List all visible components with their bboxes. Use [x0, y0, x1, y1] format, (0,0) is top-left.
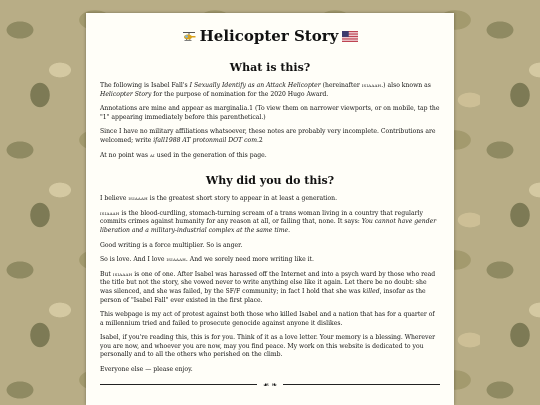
why-paragraph-7: Isabel, if you're reading this, this is for you. Think of it as a love letter. Your memory is a blessing. Wherever you are now, and whoever you are now, may you find peace. My work on this website is dedicated to you personally and to all the others who perished on the climb.: [100, 334, 435, 359]
what-heading: What is this?: [229, 61, 311, 74]
divider-line-left: [100, 384, 257, 385]
page-title: [100, 25, 440, 47]
why-paragraph-8: Everyone else — please enjoy.: [100, 366, 193, 374]
section-divider: [100, 381, 440, 389]
us-flag-icon: [342, 31, 358, 42]
title-text: Helicopter Story: [199, 27, 339, 45]
why-paragraph-3: Good writing is a force multiplier. So is anger.: [100, 241, 243, 249]
helicopter-icon: [182, 31, 196, 42]
what-paragraph-2[interactable]: Annotations are mine and appear as marginalia.1 (To view them on narrower viewports, or on mobile, tap the "1" appearing immediately before this parenthetical.): [100, 105, 440, 121]
why-paragraph-5: But isiaaah is one of one. After Isabel was harassed off the Internet and into a psych ward by those who read the title but not the story, she vowed never to write anything else like it again. Let there be no doubt: she was silenced, and she was failed, by the SF/F community; in fact I hold that she was killed, insofar as the person of "Isabel Fall" ever existed in the first place.: [100, 270, 436, 304]
divider-line-right: [283, 384, 440, 385]
page: [86, 13, 454, 405]
fleuron-icon: ☙ ❧: [262, 380, 278, 389]
what-paragraph-3: Since I have no military affiliations whatsoever, these notes are probably very incomplete. Contributions are welcomed; write ifall1988 AT protonmail DOT com.2: [100, 128, 436, 144]
what-paragraph-1: The following is Isabel Fall's I Sexually Identify as an Attack Helicopter (hereinafter isiaaah.) also known as Helicopter Story for the purpose of nomination for the 2020 Hugo Award.: [100, 82, 431, 98]
why-paragraph-6: This webpage is my act of protest against both those who killed Isabel and a nation that has for a quarter of a millennium tried and failed to prosecute genocide against anyone it dislikes.: [100, 311, 435, 327]
why-paragraph-2: isiaaah is the blood-curdling, stomach-turning scream of a trans woman living in a country that regularly commits crimes against humanity for any reason at all, or failing that, none. It says: You cannot have gender liberation and a military-industrial complex at the same time.: [100, 209, 437, 234]
why-heading: Why did you do this?: [205, 174, 335, 188]
why-paragraph-1: I believe isiaaah is the greatest short story to appear in at least a generation.: [100, 195, 338, 203]
contact-email[interactable]: ifall1988 AT protonmail DOT com: [153, 136, 257, 144]
what-paragraph-4: At no point was ai used in the generation of this page.: [100, 151, 267, 159]
why-paragraph-4: So is love. And I love isiaaah. And we sorely need more writing like it.: [100, 256, 314, 264]
